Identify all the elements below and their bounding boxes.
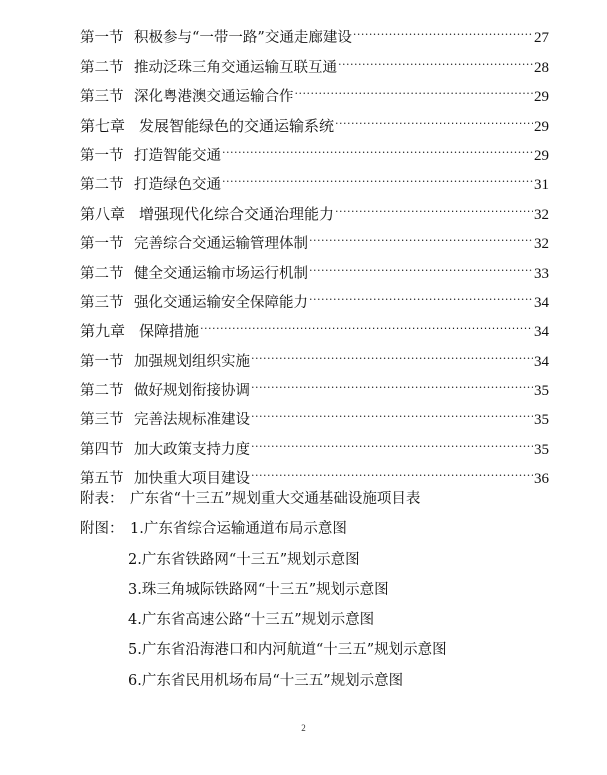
appendix-table-line: [80, 484, 560, 514]
toc-entry-page-number: 35: [534, 441, 549, 458]
appendix-figure-line: [80, 575, 560, 605]
appendix-figure-line: [80, 635, 560, 665]
toc-entry-page-number: 36: [534, 471, 549, 488]
toc-entry-title: 积极参与“一带一路”交通走廊建设: [134, 30, 352, 47]
toc-entry-page-number: 32: [534, 236, 549, 253]
toc-entry-title: 完善法规标准建设: [134, 412, 250, 429]
toc-entry-page-number: 32: [534, 206, 549, 223]
toc-dot-leader: [200, 307, 533, 336]
toc-entry-page-number: 31: [534, 177, 549, 194]
toc-dot-leader: [222, 160, 533, 189]
toc-section-entry: [80, 13, 549, 47]
toc-entry-label: 第二节: [80, 59, 124, 76]
toc-entry-title: 打造智能交通: [134, 147, 221, 164]
toc-dot-leader: [309, 219, 533, 248]
toc-dot-leader: [251, 454, 533, 483]
toc-entry-label: 第三节: [80, 294, 124, 311]
toc-dot-leader: [295, 72, 534, 101]
toc-entry-page-number: 28: [534, 59, 549, 76]
toc-entry-title: 健全交通运输市场运行机制: [134, 265, 308, 282]
appendix-figure-item: 4.广东省高速公路“十三五”规划示意图: [128, 612, 375, 629]
toc-dot-leader: [309, 248, 533, 277]
appendix-list: [80, 484, 560, 696]
toc-entry-title: 发展智能绿色的交通运输系统: [139, 116, 335, 135]
table-of-contents: [80, 13, 549, 488]
toc-entry-label: 第五节: [80, 471, 124, 488]
appendix-figure-line: [80, 666, 560, 696]
toc-entry-label: 第一节: [80, 236, 124, 253]
page-number: 2: [301, 723, 306, 733]
toc-entry-page-number: 34: [534, 324, 549, 341]
toc-entry-page-number: 29: [534, 89, 549, 106]
toc-entry-page-number: 35: [534, 383, 549, 400]
toc-dot-leader: [338, 42, 533, 71]
appendix-table-label: 附表：: [80, 491, 124, 507]
toc-entry-page-number: 33: [534, 265, 549, 282]
appendix-figure-item: 5.广东省沿海港口和内河航道“十三五”规划示意图: [128, 642, 447, 659]
toc-dot-leader: [251, 395, 533, 424]
appendix-figure-line: [80, 514, 560, 544]
appendix-table-title: 广东省“十三五”规划重大交通基础设施项目表: [130, 491, 421, 507]
toc-dot-leader: [353, 13, 533, 42]
appendix-figures-label: 附图：: [80, 521, 124, 538]
appendix-figure-item: 6.广东省民用机场布局“十三五”规划示意图: [128, 672, 404, 689]
toc-entry-label: 第三节: [80, 89, 124, 106]
toc-entry-label: 第一节: [80, 353, 124, 370]
toc-entry-title: 强化交通运输安全保障能力: [134, 294, 308, 311]
toc-entry-title: 深化粤港澳交通运输合作: [134, 89, 294, 106]
toc-entry-page-number: 34: [534, 294, 549, 311]
toc-entry-label: 第三节: [80, 412, 124, 429]
toc-entry-label: 第二节: [80, 383, 124, 400]
toc-entry-label: 第九章: [80, 322, 126, 341]
toc-entry-page-number: 29: [534, 147, 549, 164]
appendix-figure-line: [80, 545, 560, 575]
toc-entry-title: 打造绿色交通: [134, 177, 221, 194]
toc-entry-label: 第七章: [80, 116, 126, 135]
toc-entry-label: 第一节: [80, 30, 124, 47]
toc-entry-title: 推动泛珠三角交通运输互联互通: [134, 59, 337, 76]
appendix-figure-item: 1.广东省综合运输通道布局示意图: [130, 521, 347, 538]
toc-entry-title: 加快重大项目建设: [134, 471, 250, 488]
toc-entry-label: 第一节: [80, 147, 124, 164]
appendix-figure-item: 3.珠三角城际铁路网“十三五”规划示意图: [128, 581, 389, 598]
toc-entry-label: 第八章: [80, 204, 126, 223]
toc-entry-title: 增强现代化综合交通治理能力: [139, 204, 335, 223]
toc-entry-label: 第二节: [80, 265, 124, 282]
toc-dot-leader: [335, 101, 533, 130]
toc-entry-page-number: 35: [534, 412, 549, 429]
toc-dot-leader: [251, 336, 533, 365]
toc-entry-page-number: 27: [534, 30, 549, 47]
toc-entry-title: 做好规划衔接协调: [134, 383, 250, 400]
appendix-figure-line: [80, 605, 560, 635]
toc-dot-leader: [222, 131, 533, 160]
toc-dot-leader: [251, 424, 533, 453]
toc-entry-title: 保障措施: [139, 322, 200, 341]
toc-dot-leader: [251, 366, 533, 395]
appendix-figure-item: 2.广东省铁路网“十三五”规划示意图: [128, 551, 360, 568]
toc-entry-title: 完善综合交通运输管理体制: [134, 236, 308, 253]
toc-dot-leader: [309, 278, 533, 307]
toc-entry-page-number: 29: [534, 118, 549, 135]
toc-entry-label: 第二节: [80, 177, 124, 194]
toc-dot-leader: [335, 189, 533, 218]
toc-entry-page-number: 34: [534, 353, 549, 370]
toc-entry-title: 加强规划组织实施: [134, 353, 250, 370]
toc-entry-title: 加大政策支持力度: [134, 441, 250, 458]
toc-entry-label: 第四节: [80, 441, 124, 458]
